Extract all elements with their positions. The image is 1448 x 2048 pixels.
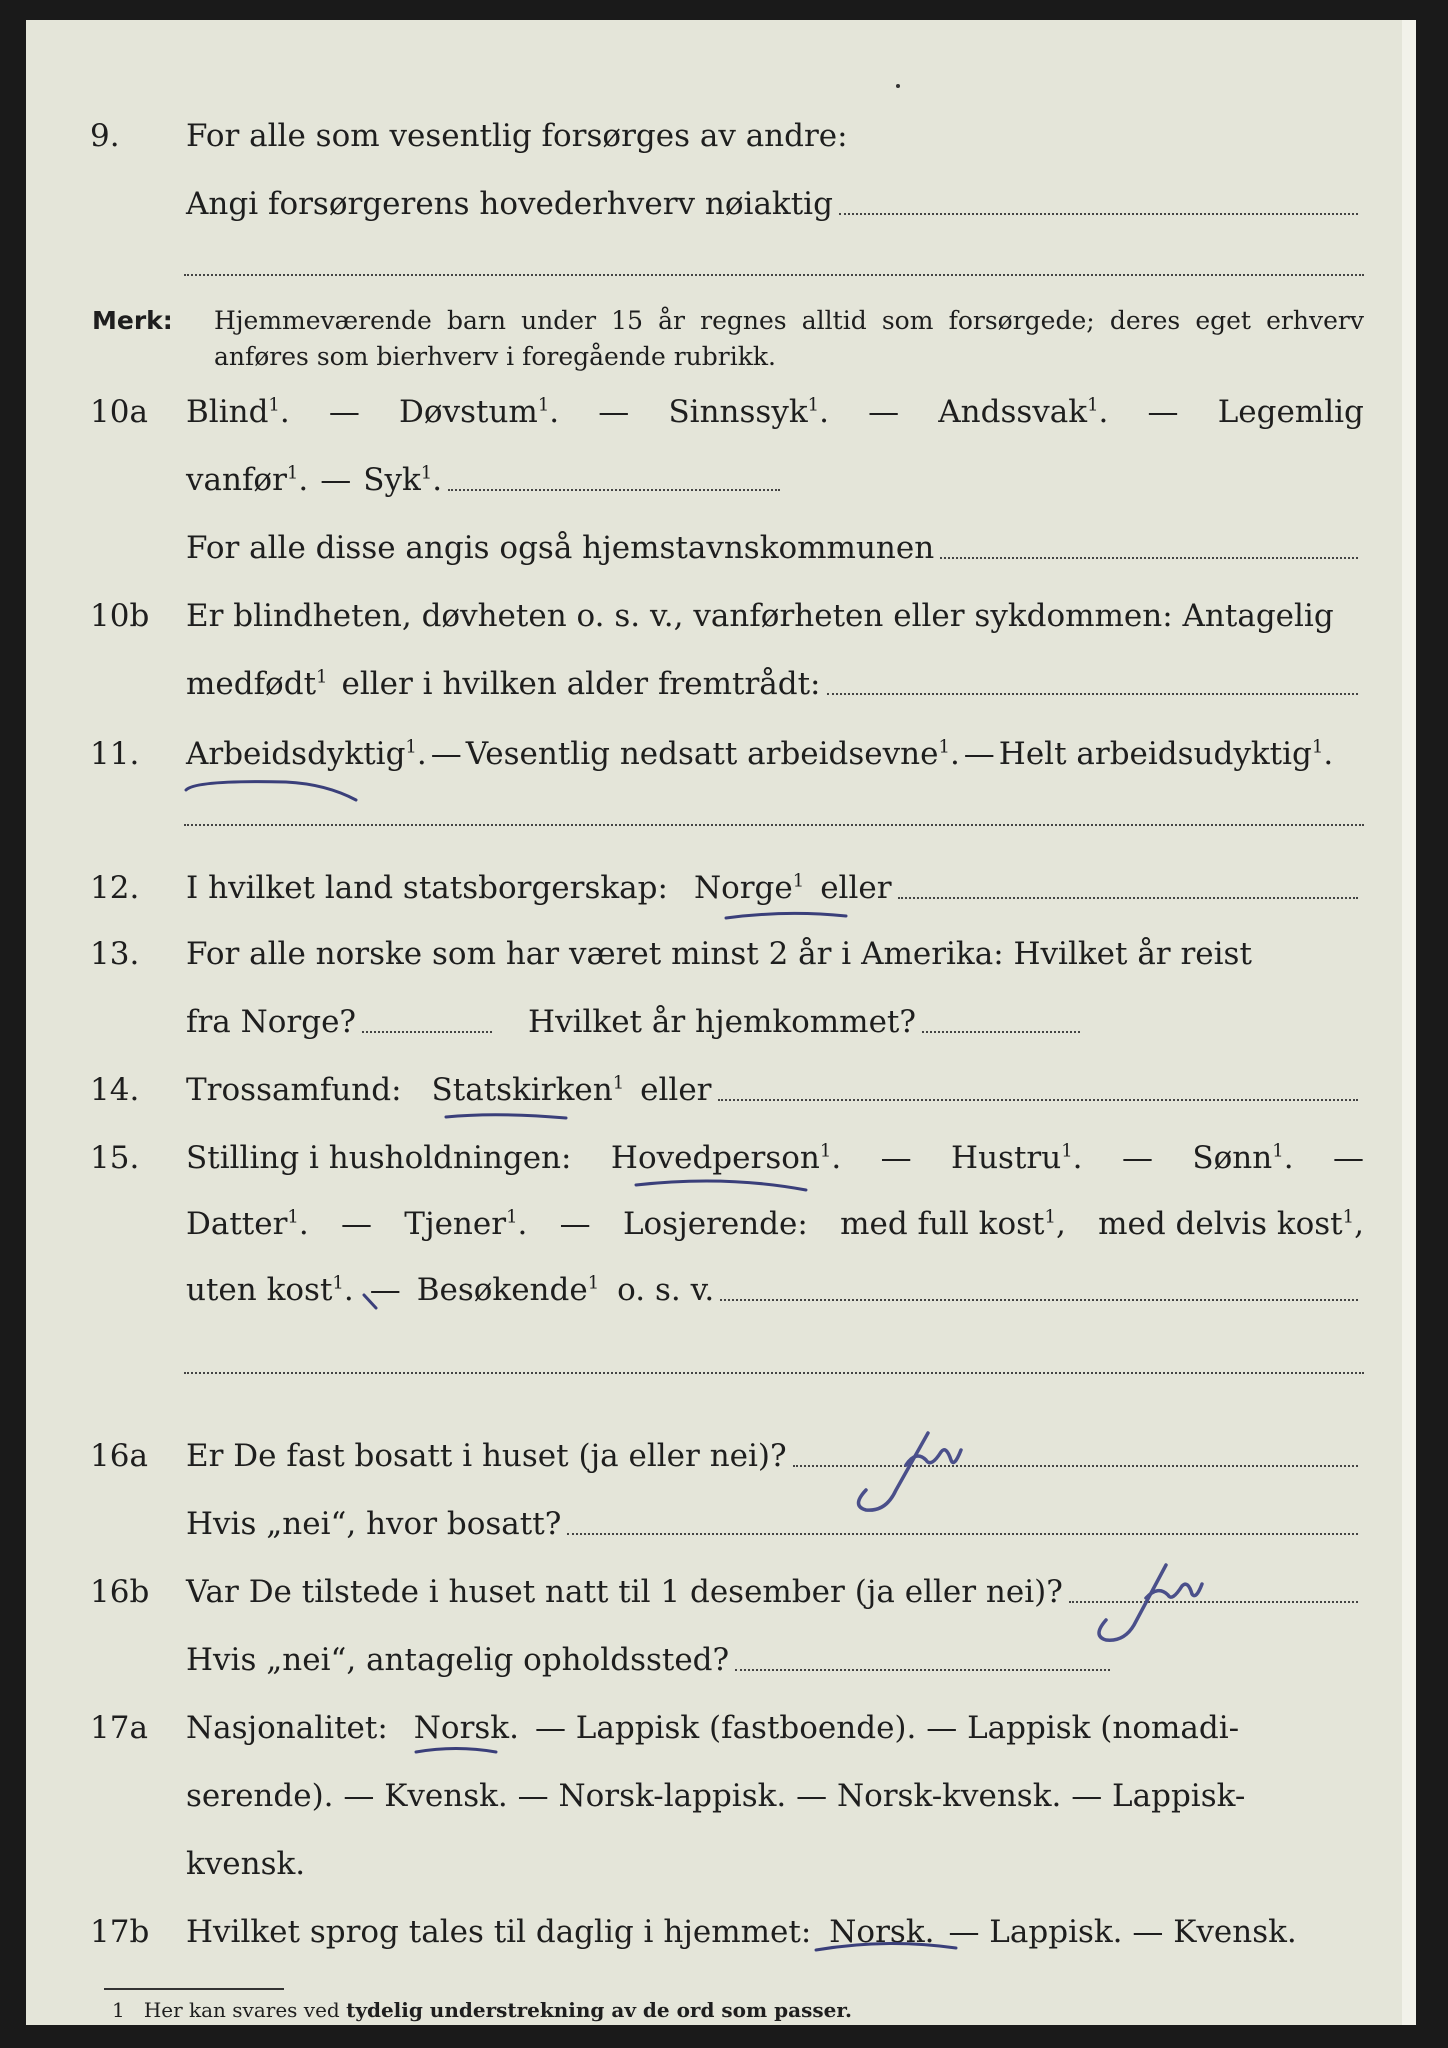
note-word: regnes <box>700 306 787 335</box>
option-norge: Norge$^1$ <box>693 870 805 906</box>
separator: — <box>868 394 900 430</box>
underline-arbeidsdyktig <box>186 782 356 800</box>
answer-line[interactable] <box>184 274 1364 276</box>
option-tjener: Tjener$^1$. <box>404 1206 528 1242</box>
option-full-kost: med full kost$^1$, <box>840 1206 1066 1242</box>
question-number: 10a <box>90 394 148 430</box>
option-dovstum: Døvstum$^1$. <box>399 394 560 430</box>
note-word: under <box>521 306 597 335</box>
note-word: Hjemmeværende <box>214 306 432 335</box>
separator: — <box>328 394 360 430</box>
underline-hovedperson <box>636 1181 806 1190</box>
question-text: Angi forsørgerens hovederhverv nøiaktig <box>186 186 833 222</box>
answer-field-reist[interactable] <box>362 1031 492 1033</box>
question-text: For alle som vesentlig forsørges av andre: <box>186 118 848 154</box>
footnote: 1 Her kan svares ved tydelig understrekning av de ord som passer. <box>112 1998 852 2022</box>
question-number: 14. <box>90 1072 140 1108</box>
question-text: Nasjonalitet: <box>186 1710 388 1746</box>
underline-norge <box>726 913 846 918</box>
option-hovedperson: Hovedperson$^1$. <box>610 1140 842 1176</box>
paper-speck <box>896 84 900 88</box>
answer-field-12[interactable] <box>898 897 1358 899</box>
question-text: Er blindheten, døvheten o. s. v., vanførheten eller sykdommen: Antagelig <box>186 598 1334 634</box>
question-text: Hvis „nei“, hvor bosatt? <box>186 1506 562 1542</box>
question-text: For alle disse angis også hjemstavnskommunen <box>186 530 935 566</box>
note-word: alltid <box>801 306 867 335</box>
question-text: Hvilket sprog tales til daglig i hjemmet: <box>186 1914 812 1950</box>
question-text: eller i hvilken alder fremtrådt: <box>341 666 821 702</box>
option-norsk-sprog: Norsk. <box>829 1914 935 1950</box>
answer-field-16a[interactable] <box>793 1465 1358 1467</box>
question-number: 10b <box>90 598 150 634</box>
question-number: 12. <box>90 870 140 906</box>
census-form-page: 9. For alle som vesentlig forsørges av andre: Angi forsørgerens hovederhverv nøiaktig Merk: Hjemmeværende barn under 15 år regnes alltid som forsørgede; deres eget erhverv anføres som bierhverv i foregående rubrikk. 10a Blind$^1$. — Døvstum$^1$. — Sinnssyk$^1$. — Andssvak$^1$. — Legemlig vanfør$^1$. — Syk$^1$. For alle disse angis også hjemstavnskommunen 10b Er blindheten, døvheten o. s. v., vanførheten eller sykdommen: Antagelig medfødt$^1$ eller i hvilken alder fremtrådt: 11. Arbeidsdyktig$^1$. — Vesentlig nedsatt arbeidsevne$^1$. — Helt arbeidsudyktig$^1$. 12. I hvilket land statsborgerskap: Norge$^1$ eller 13. For alle norske som har været minst 2 år i Amerika: Hvilket år reist fra Norge? Hvilket år hjemkommet? 14. Trossamfund: Statskirken$^1$ eller 15. Stilling i husholdningen: Hovedperson$^1$. — Hustru$^1$. — Sønn$^1$. — Datter$^1$. — Tjener$^1$. — Losjerende: med full kost$^1$, med delvis kost$^1$, uten kost$^1$. — Besøkende$^1$ o. s. v. 16a Er De fast bosatt i huset (ja eller nei)? Hvis „nei“, hvor bosatt? 16b Var De tilstede i huset natt til 1 desember (ja eller nei)? Hvis „nei“, antagelig opholdssted? 17a Nasjonalitet: Norsk. — Lappisk (fastboende). — Lappisk (nomadi- serende). — Kvensk. — Norsk-lappisk. — Norsk-kvensk. — Lappisk- kvensk. 17b Hvilket sprog tales til daglig i hjemmet: Norsk. — Lappisk. — Kvensk. 1 Her kan svares ved tydelig understrekning av de ord som passer. <box>26 20 1416 2025</box>
note-word: 15 <box>611 306 643 335</box>
question-text: Stilling i husholdningen: <box>186 1140 572 1176</box>
page-edge <box>1402 20 1416 2025</box>
option-hustru: Hustru$^1$. <box>951 1140 1083 1176</box>
footnote-rule <box>104 1988 284 1990</box>
option-sonn: Sønn$^1$. <box>1192 1140 1294 1176</box>
underline-norsk <box>416 1749 496 1753</box>
answer-field-16a-bosatt[interactable] <box>567 1533 1358 1535</box>
question-text: Trossamfund: <box>186 1072 402 1108</box>
option-delvis-kost: med delvis kost$^1$, <box>1098 1206 1364 1242</box>
question-text: I hvilket land statsborgerskap: <box>186 870 668 906</box>
option-nedsatt: Vesentlig nedsatt arbeidsevne$^1$. <box>465 736 960 772</box>
question-number: 16b <box>90 1574 150 1610</box>
option-andssvak: Andssvak$^1$. <box>938 394 1109 430</box>
answer-field-10b[interactable] <box>827 693 1358 695</box>
option-datter: Datter$^1$. <box>186 1206 309 1242</box>
option-statskirken: Statskirken$^1$ <box>431 1072 625 1108</box>
option-arbeidsdyktig: Arbeidsdyktig$^1$. <box>186 736 427 772</box>
question-number: 16a <box>90 1438 148 1474</box>
option-norsk: Norsk. <box>413 1710 519 1746</box>
note-word: forsørgede; <box>948 306 1095 335</box>
option-syk: Syk$^1$. <box>363 462 443 498</box>
answer-field-16b[interactable] <box>1069 1601 1358 1603</box>
answer-field-10a[interactable] <box>448 489 780 491</box>
question-number: 17b <box>90 1914 150 1950</box>
note-word: deres <box>1109 306 1181 335</box>
option-uten-kost: uten kost$^1$. <box>186 1272 354 1308</box>
separator: — <box>598 394 630 430</box>
option-besokende: Besøkende$^1$ <box>416 1272 600 1308</box>
note-line-2: anføres som bierhverv i foregående rubrikk. <box>214 342 776 371</box>
question-number: 9. <box>90 118 120 154</box>
answer-field-9[interactable] <box>839 213 1358 215</box>
question-text: Var De tilstede i huset natt til 1 desember (ja eller nei)? <box>186 1574 1063 1610</box>
note-word: barn <box>446 306 506 335</box>
question-text: Hvis „nei“, antagelig opholdssted? <box>186 1642 730 1678</box>
question-text: Er De fast bosatt i huset (ja eller nei)? <box>186 1438 787 1474</box>
note-label: Merk: <box>92 306 173 335</box>
question-number: 13. <box>90 936 140 972</box>
option-sinnssyk: Sinnssyk$^1$. <box>668 394 829 430</box>
separator: — <box>1147 394 1179 430</box>
option-udyktig: Helt arbeidsudyktig$^1$. <box>998 736 1334 772</box>
note-word: som <box>881 306 934 335</box>
note-word: eget <box>1195 306 1251 335</box>
answer-field-16b-opholdssted[interactable] <box>735 1669 1110 1671</box>
option-vanfor: vanfør$^1$. <box>186 462 309 498</box>
answer-field-hjemkommet[interactable] <box>922 1031 1080 1033</box>
answer-field-hjemstavn[interactable] <box>940 557 1358 559</box>
answer-line[interactable] <box>184 1372 1364 1374</box>
separator: — <box>320 462 352 498</box>
option-legemlig: Legemlig <box>1217 394 1364 430</box>
question-number: 15. <box>90 1140 140 1176</box>
answer-line[interactable] <box>184 824 1364 826</box>
option-medfodt: medfødt$^1$ <box>186 666 328 702</box>
answer-field-15[interactable] <box>720 1299 1358 1301</box>
note-word: erhverv <box>1266 306 1364 335</box>
answer-field-14[interactable] <box>718 1099 1359 1101</box>
question-text: For alle norske som har været minst 2 år i Amerika: Hvilket år reist <box>186 936 1252 972</box>
option-blind: Blind$^1$. <box>186 394 290 430</box>
note-line-1 <box>214 302 1364 340</box>
question-number: 11. <box>90 736 140 772</box>
underline-statskirken <box>446 1115 566 1118</box>
question-number: 17a <box>90 1710 148 1746</box>
note-word: år <box>658 306 685 335</box>
